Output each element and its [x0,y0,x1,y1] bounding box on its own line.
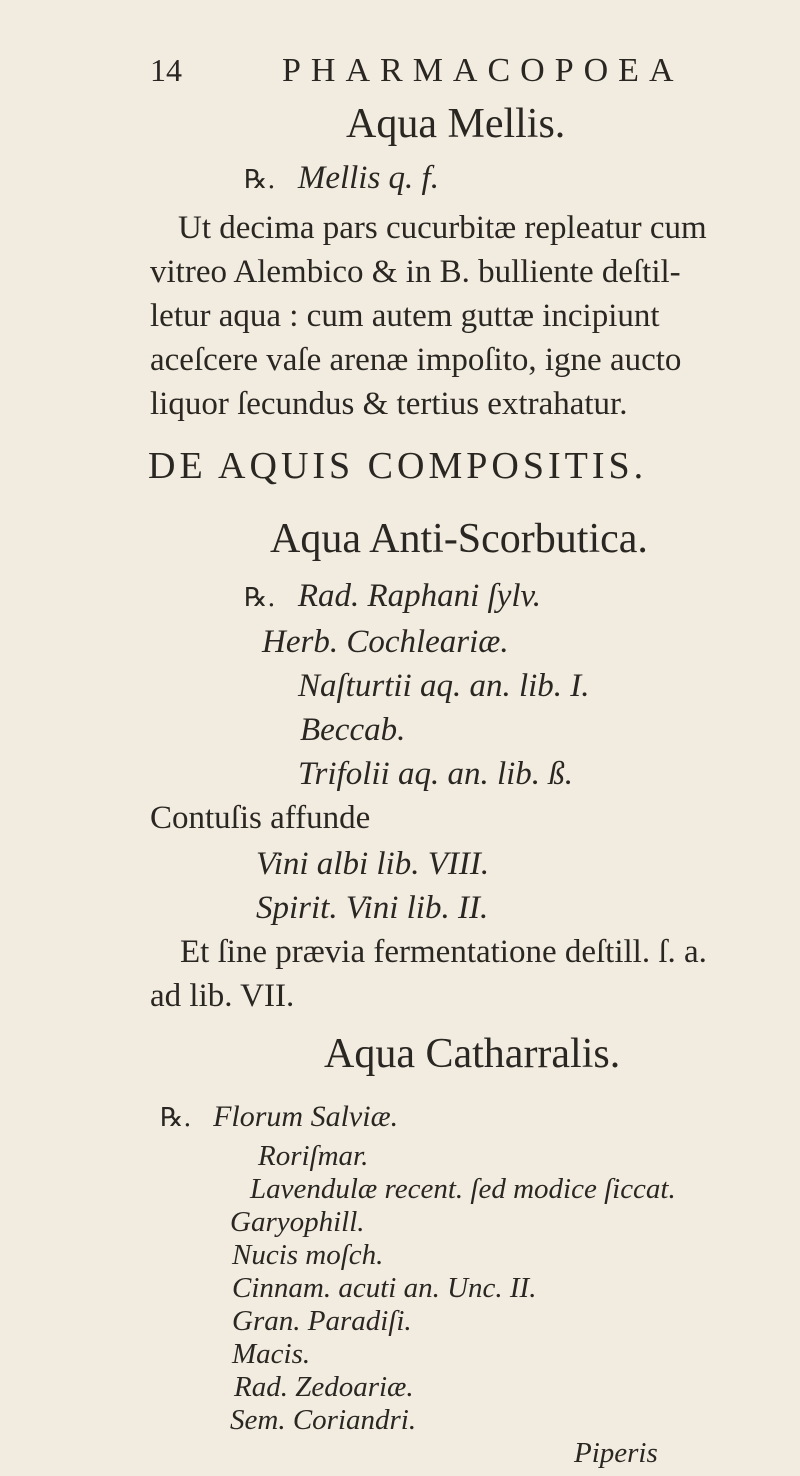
recipe-title-anti-scorbutica: Aqua Anti-Scorbutica. [270,516,648,562]
ingredient-line: Gran. Paradiſi. [232,1305,412,1337]
liquid-line: Vini albi lib. VIII. [256,846,490,882]
ingredient-line: Herb. Cochleariæ. [262,624,509,660]
closing-line: Et ſine prævia fermentatione deſtill. ſ. a. [180,934,707,970]
rx-symbol: ℞. [244,583,276,613]
contusis-line: Contuſis affunde [150,800,371,836]
recipe-title-aqua-mellis: Aqua Mellis. [346,101,566,147]
ingredient-line: Nucis moſch. [232,1239,384,1271]
ingredient-text: Florum Salviæ. [213,1100,399,1133]
ingredient-line: Rad. Zedoariæ. [234,1371,414,1403]
catchword: Piperis [574,1437,658,1469]
recipe-2-first-ingredient [244,578,541,615]
ingredient-line: Roriſmar. [258,1140,369,1172]
running-head-title: PHARMACOPOEA [282,52,684,89]
recipe-title-catharralis: Aqua Catharralis. [324,1031,621,1077]
ingredient-line: Macis. [232,1338,311,1370]
paragraph-line: letur aqua : cum autem guttæ incipiunt [150,298,660,334]
ingredient-line: Beccab. [300,712,406,748]
closing-line: ad lib. VII. [150,978,295,1014]
ingredient-line: Naſturtii aq. an. lib. I. [298,668,590,704]
page-number: 14 [150,52,182,88]
ingredient-text: Mellis q. f. [297,160,439,196]
paragraph-line: vitreo Alembico & in B. bulliente deſtil- [150,254,681,290]
paragraph-line: Ut decima pars cucurbitæ repleatur cum [178,210,707,246]
liquid-line: Spirit. Vini lib. II. [256,890,489,926]
recipe-1-ingredient [244,160,439,197]
ingredient-line: Trifolii aq. an. lib. ß. [298,756,574,792]
rx-symbol: ℞. [244,165,276,195]
ingredient-line: Lavendulæ recent. ſed modice ſiccat. [250,1173,676,1205]
paragraph-line: aceſcere vaſe arenæ impoſito, igne aucto [150,342,682,378]
ingredient-line: Sem. Coriandri. [230,1404,417,1436]
ingredient-text: Rad. Raphani ſylv. [297,578,541,614]
ingredient-line: Cinnam. acuti an. Unc. II. [232,1272,537,1304]
paragraph-line: liquor ſecundus & tertius extrahatur. [150,386,628,422]
ingredient-line: Garyophill. [230,1206,365,1238]
recipe-3-first-ingredient [160,1100,398,1134]
rx-symbol: ℞. [160,1103,192,1133]
section-heading: DE AQUIS COMPOSITIS. [148,445,648,487]
